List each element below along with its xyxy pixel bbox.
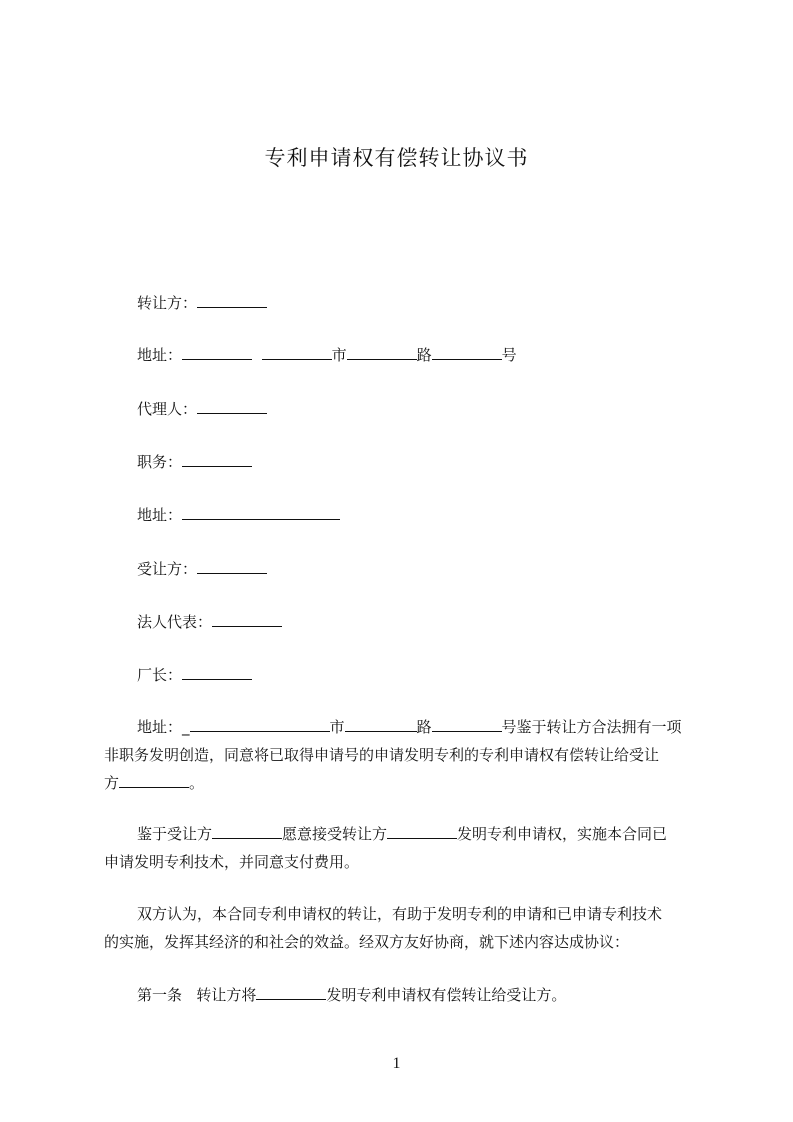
field-label: 厂长： bbox=[137, 666, 183, 684]
blank-line bbox=[262, 344, 332, 360]
field-transferee bbox=[137, 558, 267, 579]
field-suffix: 号 bbox=[501, 346, 517, 364]
blank-line bbox=[190, 716, 330, 732]
field-agent bbox=[137, 398, 267, 419]
blank-line bbox=[119, 772, 189, 788]
article-label: 第一条 bbox=[137, 986, 183, 1004]
field-position bbox=[137, 451, 252, 472]
blank-line bbox=[182, 664, 252, 680]
field-label: 地址： bbox=[137, 346, 183, 364]
paragraph-line: 的实施，发挥其经济的和社会的效益。经双方友好协商，就下述内容达成协议： bbox=[104, 933, 630, 951]
field-label: 代理人： bbox=[137, 400, 198, 418]
paragraph-line: 方 。 bbox=[104, 774, 205, 792]
paragraph-line: 双方认为，本合同专利申请权的转让，有助于发明专利的申请和已申请专利技术 bbox=[137, 905, 663, 923]
blank-line bbox=[197, 292, 267, 308]
paragraph-recital-3 bbox=[104, 900, 702, 956]
blank-line bbox=[256, 984, 326, 1000]
blank-line bbox=[212, 611, 282, 627]
blank-line bbox=[345, 716, 417, 732]
blank-line bbox=[387, 823, 457, 839]
blank-line bbox=[182, 344, 252, 360]
field-legal-rep bbox=[137, 611, 282, 632]
field-suffix: 路 bbox=[416, 346, 432, 364]
field-label: 职务： bbox=[137, 453, 183, 471]
paragraph-recital-2 bbox=[104, 820, 702, 876]
field-suffix: 市 bbox=[331, 346, 347, 364]
article-1: 第一条 转让方将 发明专利申请权有偿转让给受让方。 bbox=[137, 986, 567, 1004]
paragraph-recital-1 bbox=[104, 713, 702, 797]
blank-line bbox=[197, 558, 267, 574]
field-factory-head bbox=[137, 664, 252, 685]
paragraph-line: 非职务发明创造，同意将已取得申请号的申请发明专利的专利申请权有偿转让给受让 bbox=[104, 746, 660, 764]
blank-line bbox=[347, 344, 417, 360]
paragraph-line: 申请发明专利技术，并同意支付费用。 bbox=[104, 853, 360, 871]
blank-line bbox=[182, 504, 340, 520]
field-address-2 bbox=[137, 504, 340, 525]
field-address-1 bbox=[137, 344, 517, 365]
document-title: 专利申请权有偿转让协议书 bbox=[264, 146, 529, 170]
blank-line bbox=[432, 344, 502, 360]
blank-line bbox=[432, 716, 502, 732]
page-number: 1 bbox=[392, 1055, 401, 1072]
field-transferor bbox=[137, 292, 267, 313]
blank-line bbox=[182, 451, 252, 467]
paragraph-line: 地址：_ 市 路 号鉴于转让方合法拥有一项 bbox=[137, 718, 682, 736]
field-label: 受让方： bbox=[137, 560, 198, 578]
blank-line bbox=[197, 398, 267, 414]
field-label: 法人代表： bbox=[137, 613, 213, 631]
field-label: 地址： bbox=[137, 506, 183, 524]
paragraph-line: 鉴于受让方 愿意接受转让方 发明专利申请权，实施本合同已 bbox=[137, 825, 668, 843]
blank-line bbox=[212, 823, 282, 839]
field-label: 转让方： bbox=[137, 294, 198, 312]
